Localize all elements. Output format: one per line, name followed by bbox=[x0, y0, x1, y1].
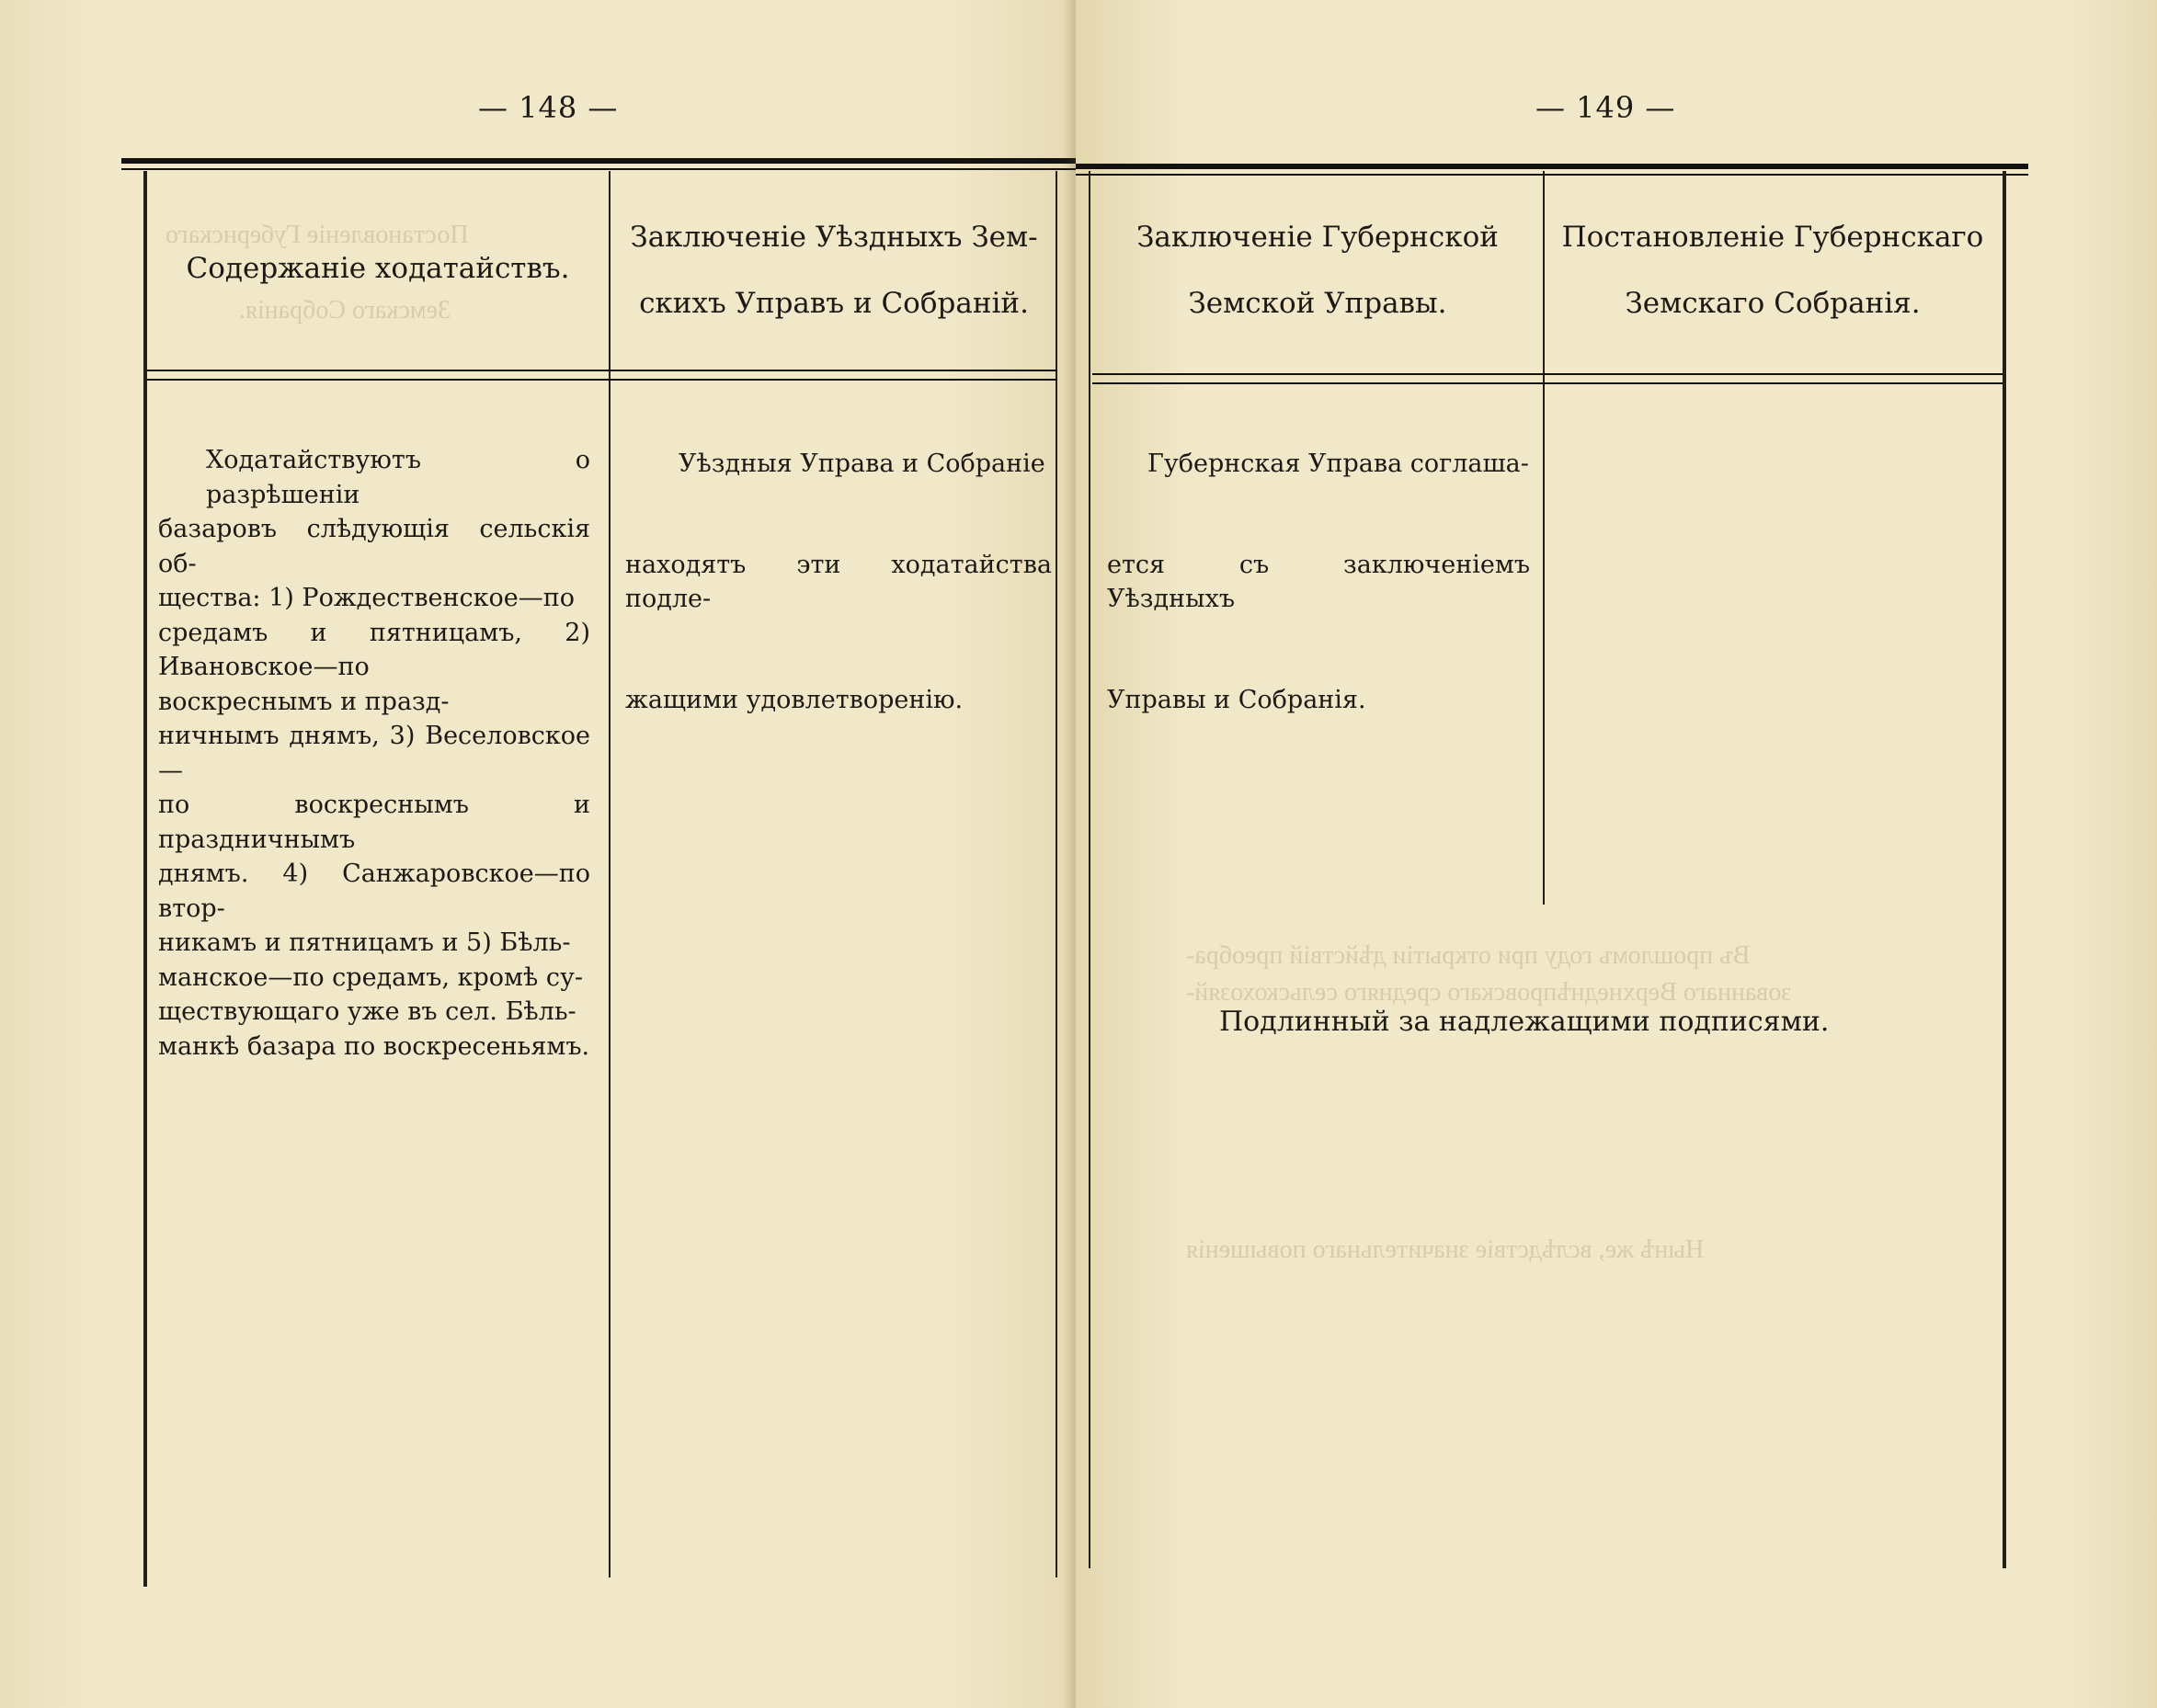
header-petition-content: Содержаніе ходатайствъ. bbox=[186, 252, 570, 285]
header-uezd-conclusion: Заключеніе Уѣздныхъ Зем- скихъ Управъ и Собраній. bbox=[630, 221, 1038, 320]
gub-conclusion-text: Губернская Управа соглаша- ется съ заключеніемъ Уѣздныхъ Управы и Собранія. bbox=[1107, 450, 1530, 714]
column-divider bbox=[609, 171, 611, 1577]
top-rule bbox=[121, 158, 1076, 164]
top-rule bbox=[1076, 164, 2028, 169]
signature-note: Подлинный за надлежащими подписями. bbox=[1219, 1006, 1830, 1038]
column-divider bbox=[1543, 171, 1545, 905]
table-border-left bbox=[1089, 171, 1090, 1568]
column-divider bbox=[1056, 171, 1057, 1577]
bleed-through-text: Земскаго Собранія. bbox=[239, 296, 451, 325]
bleed-through-text: Въ прошломъ году при открытіи дѣйствій преобра- bbox=[1186, 941, 1751, 970]
petition-text: Ходатайствуютъ о разрѣшеніи базаровъ слѣдующія сельскія об- щества: 1) Рождественское—по средамъ и пятницамъ, 2) Ивановское—по воскреснымъ и празд- ничнымъ днямъ, 3) Веселовское— по воскреснымъ и праздничнымъ днямъ. 4) Санжаровское—по втор- никамъ и пятницамъ и 5) Бѣль- манское—по средамъ, кромѣ су- ществующаго уже въ сел. Бѣль- манкѣ базара по воскресеньямъ. bbox=[158, 446, 590, 1061]
header-rule bbox=[1092, 382, 2003, 384]
header-rule bbox=[147, 379, 1057, 381]
header-gub-resolution: Постановленіе Губернскаго Земскаго Собранія. bbox=[1561, 221, 1984, 320]
uezd-conclusion-text: Уѣздныя Управа и Собраніе находятъ эти ходатайства подле- жащими удовлетворенію. bbox=[625, 450, 1052, 714]
bleed-through-text: Постановленіе Губернскаго bbox=[165, 221, 469, 249]
right-page bbox=[1076, 0, 2157, 1708]
table-border-right bbox=[2003, 171, 2006, 1568]
header-gub-conclusion: Заключеніе Губернской Земской Управы. bbox=[1136, 221, 1499, 320]
bleed-through-text: зованнаго Верхнеднѣпровскаго средняго сельскохозяй- bbox=[1186, 978, 1792, 1007]
table-border-left bbox=[143, 171, 147, 1587]
top-rule-thin bbox=[121, 168, 1076, 170]
page-number-148: — 148 — bbox=[478, 90, 619, 125]
top-rule-thin bbox=[1076, 174, 2028, 176]
bleed-through-text: Нынѣ же, вслѣдствіе значительнаго повышенія bbox=[1186, 1235, 1705, 1264]
left-page bbox=[0, 0, 1076, 1708]
header-rule bbox=[1092, 373, 2003, 375]
header-rule bbox=[147, 370, 1057, 371]
page-number-149: — 149 — bbox=[1535, 90, 1676, 125]
